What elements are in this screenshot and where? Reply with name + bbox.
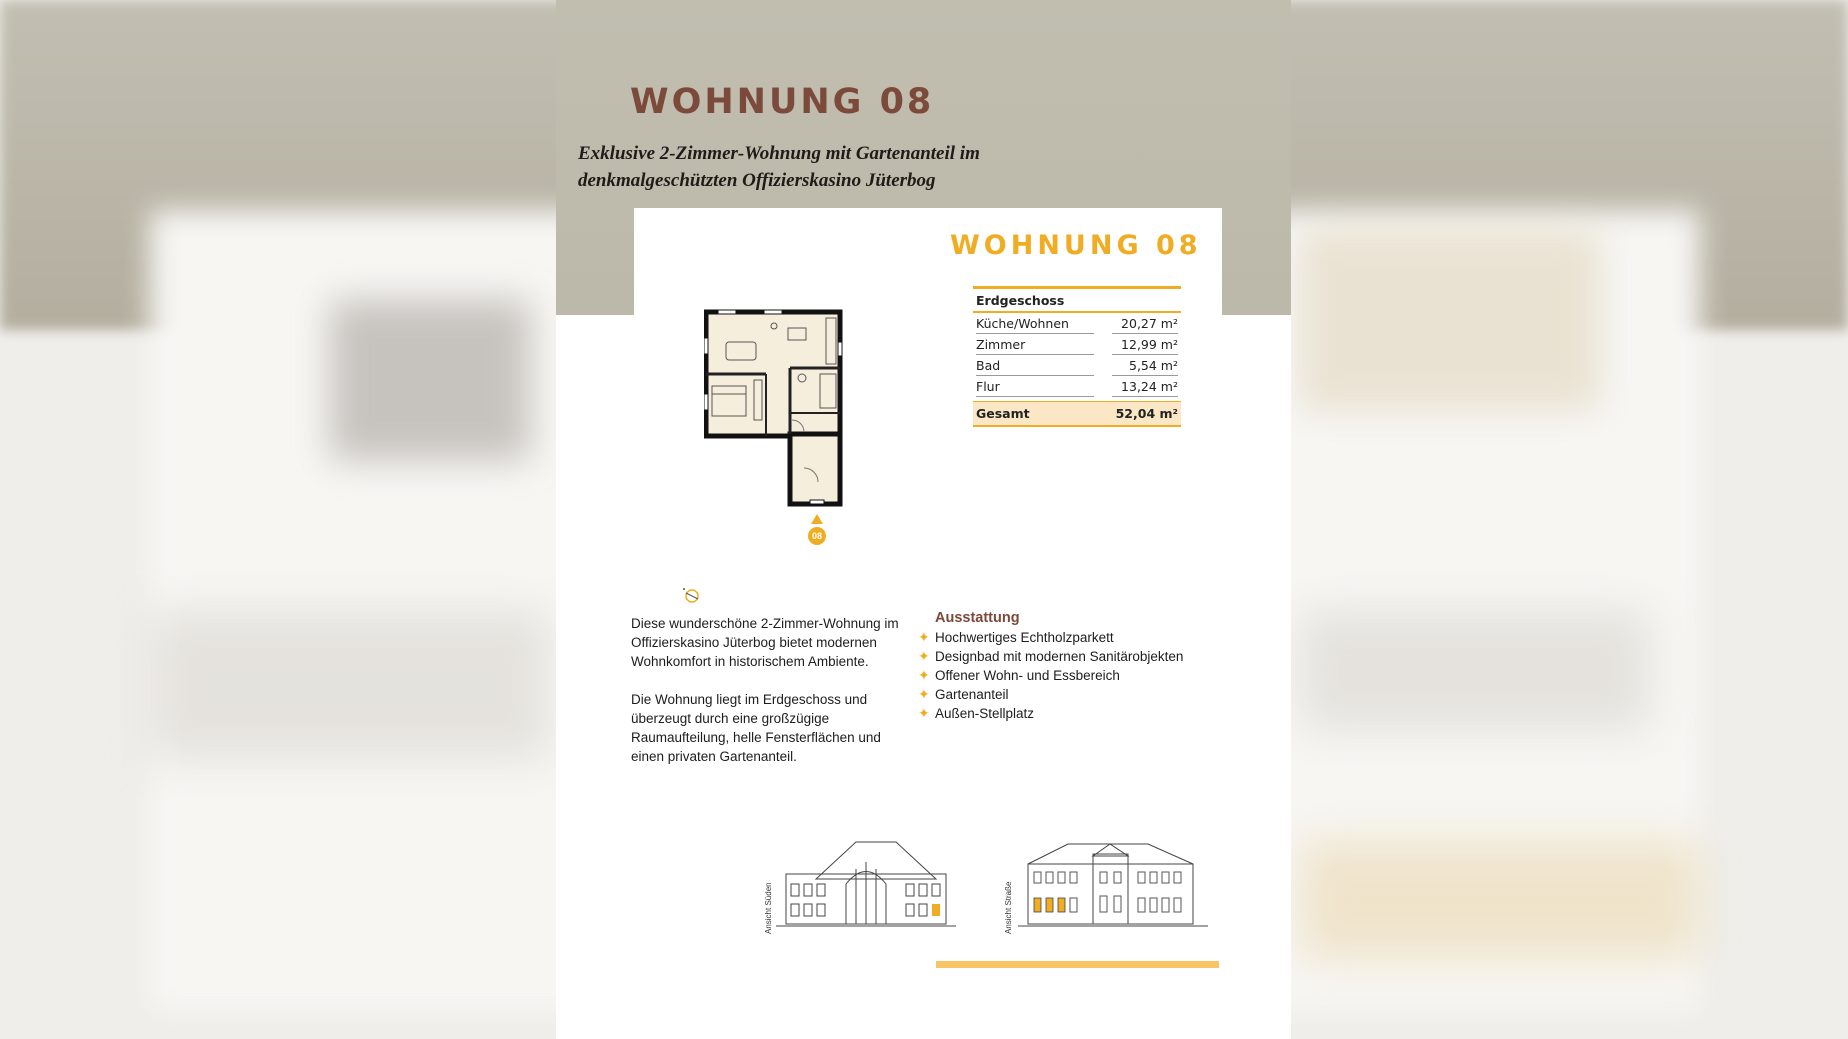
feature-label: Hochwertiges Echtholzparkett [935, 630, 1114, 645]
features-heading: Ausstattung [935, 610, 1020, 626]
sparkle-icon: ✦ [918, 705, 930, 721]
row-label: Bad [976, 355, 1094, 376]
list-item [916, 685, 1216, 704]
table-row [973, 355, 1181, 376]
sparkle-icon: ✦ [918, 648, 930, 664]
floor-plan-card [634, 208, 1222, 568]
area-table [973, 286, 1181, 427]
floor-plan-drawing [704, 308, 854, 548]
elevation-south-label: Ansicht Süden [764, 882, 773, 934]
apartment-document [556, 0, 1291, 1039]
south-elevation-drawing [776, 834, 956, 934]
row-value: 13,24 m² [1112, 376, 1178, 397]
feature-label: Außen-Stellplatz [935, 706, 1035, 721]
subtitle-line-2: denkmalgeschützten Offizierskasino Jüterbog [578, 170, 936, 191]
list-item [916, 647, 1216, 666]
table-row [973, 334, 1181, 355]
feature-label: Gartenanteil [935, 687, 1009, 702]
elevation-street-label: Ansicht Straße [1004, 881, 1013, 934]
table-row [973, 376, 1181, 397]
page-title: WOHNUNG 08 [630, 82, 935, 122]
feature-label: Offener Wohn- und Essbereich [935, 668, 1120, 683]
row-value: 5,54 m² [1112, 355, 1178, 376]
area-table-total [973, 401, 1181, 427]
row-label: Flur [976, 376, 1094, 397]
row-value: 12,99 m² [1112, 334, 1178, 355]
list-item [916, 628, 1216, 647]
row-label: Küche/Wohnen [976, 313, 1094, 334]
list-item [916, 704, 1216, 723]
accent-bar [936, 961, 1219, 968]
sparkle-icon: ✦ [918, 686, 930, 702]
card-title: WOHNUNG 08 [950, 230, 1202, 261]
subtitle-line-1: Exklusive 2-Zimmer-Wohnung mit Gartenanteil im [578, 143, 980, 164]
floor-plan [704, 308, 854, 548]
feature-label: Designbad mit modernen Sanitärobjekten [935, 649, 1184, 664]
description [631, 614, 916, 785]
description-paragraph-2: Die Wohnung liegt im Erdgeschoss und überzeugt durch eine großzügige Raumaufteilung, helle Fensterflächen und einen privaten Gartenanteil. [631, 692, 881, 764]
unit-marker-label: 08 [811, 531, 822, 541]
page-subtitle [578, 140, 1098, 194]
area-table-floor: Erdgeschoss [973, 286, 1181, 313]
street-elevation-drawing [1018, 834, 1208, 934]
total-label: Gesamt [976, 406, 1030, 421]
sparkle-icon: ✦ [918, 667, 930, 683]
features-list [916, 610, 1216, 723]
table-row [973, 313, 1181, 334]
sparkle-icon: ✦ [918, 629, 930, 645]
row-label: Zimmer [976, 334, 1094, 355]
total-value: 52,04 m² [1115, 406, 1178, 421]
list-item [916, 666, 1216, 685]
description-paragraph-1: Diese wunderschöne 2-Zimmer-Wohnung im Offizierskasino Jüterbog bietet modernen Wohnkomfort in historischem Ambiente. [631, 616, 899, 669]
row-value: 20,27 m² [1112, 313, 1178, 334]
compass-icon [682, 586, 700, 604]
